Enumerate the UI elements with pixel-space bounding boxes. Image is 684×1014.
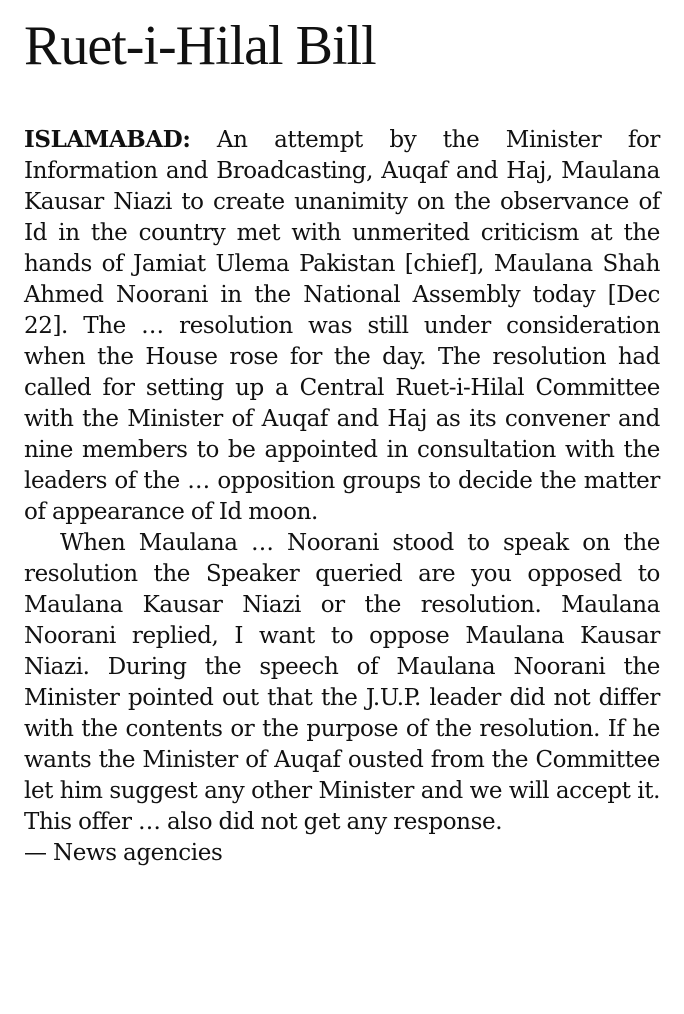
credit-line: — News agencies <box>24 840 223 866</box>
paragraph-2-body: When Maulana … Noorani stood to speak on the resolution the Speaker queried are you opposed to Maulana Kausar Niazi or the resolution. Maulana Noorani replied, I want to oppose Maulana Kausar Niazi. During the speech of Maulana Noorani the Minister pointed out that the J.U.P. leader did not differ with the contents or the purpose of the resolution. If he wants the Minister of Auqaf ousted from the Committee let him suggest any other Minister and we will accept it. This offer … also did not get any response. <box>24 530 660 835</box>
paragraph-2 <box>24 528 660 869</box>
dateline: ISLAMABAD: <box>24 126 191 153</box>
paragraph-1-body: An attempt by the Minister for Information and Broadcasting, Auqaf and Haj, Maulana Kausar Niazi to create unanimity on the observance of Id in the country met with unmerited criticism at the hands of Jamiat Ulema Pakistan [chief], Maulana Shah Ahmed Noorani in the National Assembly today [Dec 22]. The … resolution was still under consideration when the House rose for the day. The resolution had called for setting up a Central Ruet-i-Hilal Committee with the Minister of Auqaf and Haj as its convener and nine members to be appointed in consultation with the leaders of the … opposition groups to decide the matter of appearance of Id moon. <box>24 127 660 525</box>
news-article <box>24 14 660 869</box>
paragraph-1 <box>24 124 660 528</box>
headline: Ruet-i-Hilal Bill <box>24 15 376 77</box>
